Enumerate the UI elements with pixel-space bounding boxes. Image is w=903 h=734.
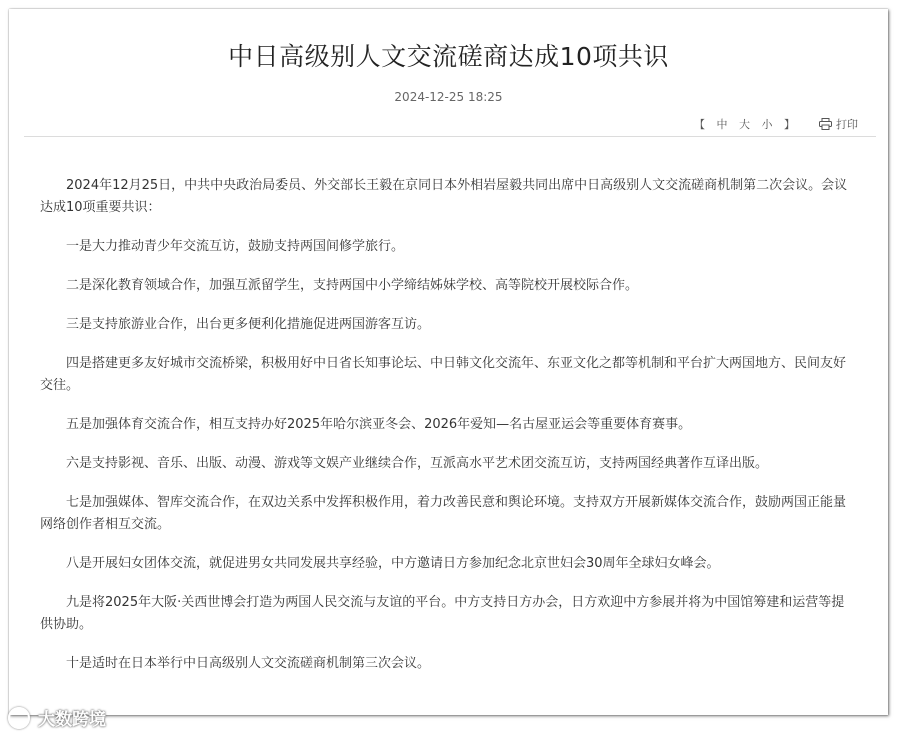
print-button[interactable] (819, 116, 858, 132)
font-size-medium-link[interactable]: 大 (739, 118, 750, 131)
bracket-open: 【 (694, 118, 705, 131)
article-body (40, 175, 855, 692)
paragraph-consensus-8: 八是开展妇女团体交流，就促进男女共同发展共享经验，中方邀请日方参加纪念北京世妇会30周年全球妇女峰会。 (66, 556, 720, 571)
print-label[interactable]: 打印 (836, 118, 858, 131)
font-size-small-link[interactable]: 小 (761, 118, 773, 131)
paragraph-consensus-10: 十是适时在日本举行中日高级别人文交流磋商机制第三次会议。 (66, 656, 431, 671)
paragraph-consensus-4: 四是搭建更多友好城市交流桥梁，积极用好中日省长知事论坛、中日韩文化交流年、东亚文化之都等机制和平台扩大两国地方、民间友好交往。 (40, 356, 847, 393)
article-toolbar (690, 116, 858, 132)
publish-date: 2024-12-25 18:25 (394, 90, 503, 104)
watermark-text: 大数跨境 (38, 710, 106, 730)
paragraph-intro: 2024年12月25日，中共中央政治局委员、外交部长王毅在京同日本外相岩屋毅共同出席中日高级别人文交流磋商机制第二次会议。会议达成10项重要共识： (40, 178, 848, 215)
paragraph-consensus-7: 七是加强媒体、智库交流合作，在双边关系中发挥积极作用，着力改善民意和舆论环境。支持双方开展新媒体交流合作，鼓励两国正能量网络创作者相互交流。 (40, 495, 847, 532)
article-page (9, 9, 888, 715)
font-size-selector (690, 116, 799, 132)
paragraph-consensus-1: 一是大力推动青少年交流互访，鼓励支持两国间修学旅行。 (66, 239, 405, 254)
paragraph-consensus-9: 九是将2025年大阪·关西世博会打造为两国人民交流与友谊的平台。中方支持日方办会，日方欢迎中方参展并将为中国馆筹建和运营等提供协助。 (40, 595, 845, 632)
watermark-logo-icon (8, 707, 30, 729)
paragraph-consensus-5: 五是加强体育交流合作，相互支持办好2025年哈尔滨亚冬会、2026年爱知—名古屋亚运会等重要体育赛事。 (66, 417, 692, 432)
bracket-close: 】 (784, 118, 795, 131)
paragraph-consensus-2: 二是深化教育领域合作，加强互派留学生，支持两国中小学缔结姊妹学校、高等院校开展校际合作。 (66, 278, 639, 293)
printer-icon (819, 118, 832, 130)
article-title: 中日高级别人文交流磋商达成10项共识 (228, 42, 669, 71)
header-divider (24, 136, 876, 137)
watermark (8, 705, 106, 730)
font-size-large-link[interactable]: 中 (716, 118, 728, 131)
paragraph-consensus-6: 六是支持影视、音乐、出版、动漫、游戏等文娱产业继续合作，互派高水平艺术团交流互访，支持两国经典著作互译出版。 (66, 456, 769, 471)
paragraph-consensus-3: 三是支持旅游业合作，出台更多便利化措施促进两国游客互访。 (66, 317, 431, 332)
